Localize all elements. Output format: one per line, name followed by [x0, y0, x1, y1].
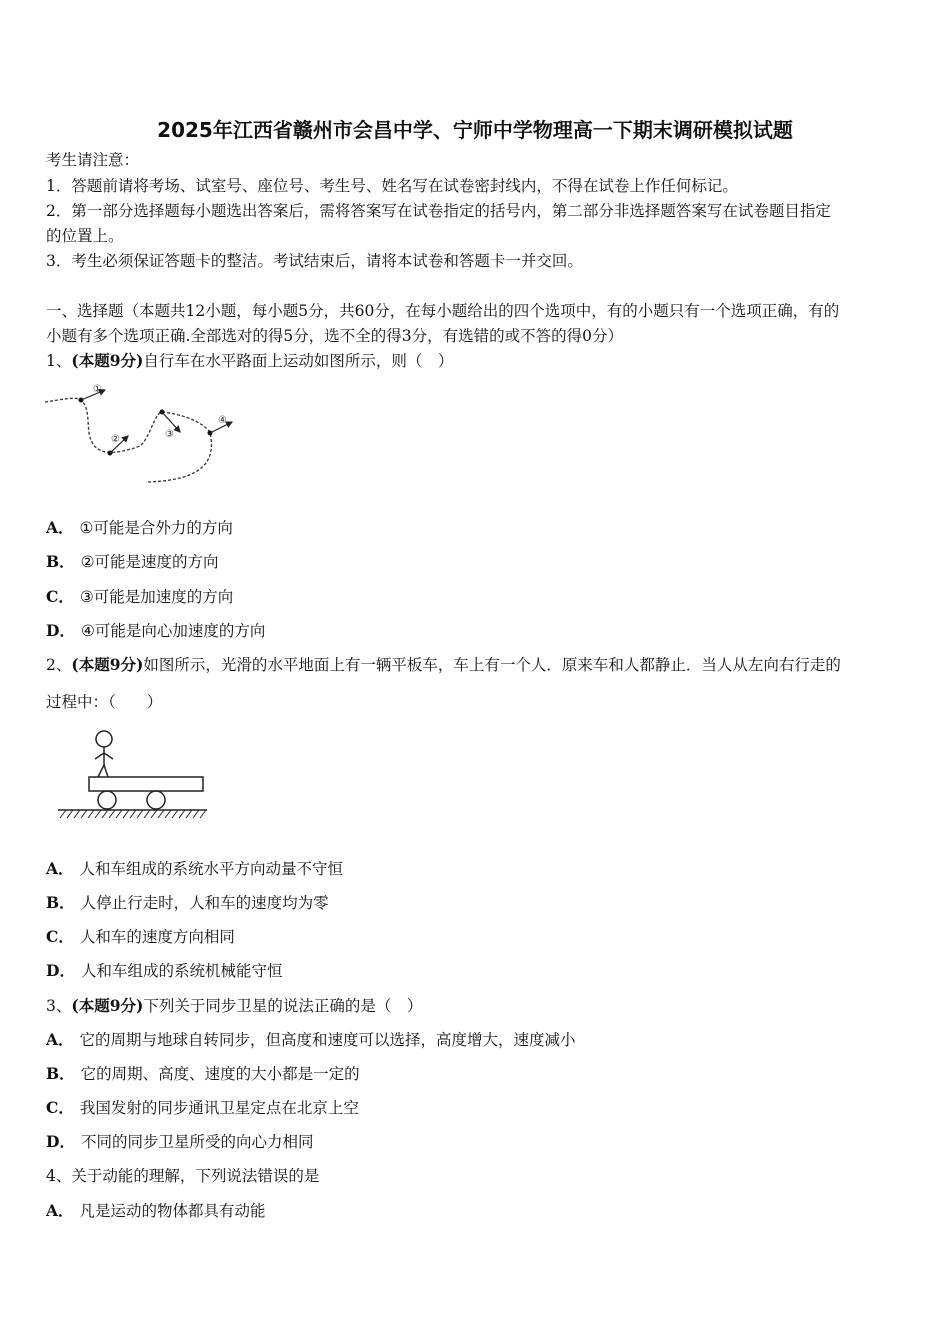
option: B． 它的周期、高度、速度的大小都是一定的 — [46, 1064, 360, 1083]
question-1 — [46, 351, 453, 371]
notice-item: 3．考生必须保证答题卡的整洁。考试结束后，请将本试卷和答题卡一并交回。 — [46, 252, 583, 270]
option: C． 我国发射的同步通讯卫星定点在北京上空 — [46, 1098, 359, 1117]
figure-label: ② — [111, 434, 120, 445]
question-score: (本题9分) — [71, 351, 144, 370]
figure-label: ③ — [165, 429, 174, 440]
option: B． ②可能是速度的方向 — [46, 552, 219, 571]
notice-item: 2．第一部分选择题每小题选出答案后，需将答案写在试卷指定的括号内，第二部分非选择题答案写在试卷题目指定 — [46, 202, 831, 220]
figure-label: ① — [93, 384, 102, 395]
question-2: 2、(本题9分)如图所示，光滑的水平地面上有一辆平板车，车上有一个人．原来车和人都静止．当人从左向右行走的 — [46, 655, 841, 674]
page-title: 2025年江西省赣州市会昌中学、宁师中学物理高一下期末调研模拟试题 — [157, 118, 793, 142]
option: A． 它的周期与地球自转同步，但高度和速度可以选择，高度增大，速度减小 — [46, 1030, 576, 1049]
notice-item: 1．答题前请将考场、试室号、座位号、考生号、姓名写在试卷密封线内，不得在试卷上作任何标记。 — [46, 177, 738, 195]
question-stem-continued: 过程中：（ ） — [46, 693, 163, 711]
question-3: 3、(本题9分)下列关于同步卫星的说法正确的是（ ） — [46, 996, 423, 1015]
section-instructions: 小题有多个选项正确.全部选对的得5分，选不全的得3分，有选错的或不答的得0分） — [46, 327, 624, 345]
option: C． ③可能是加速度的方向 — [46, 587, 234, 606]
cart-person-figure — [55, 725, 215, 825]
section-instructions: 一、选择题（本题共12小题，每小题5分，共60分，在每小题给出的四个选项中，有的小题只有一个选项正确，有的 — [46, 302, 840, 320]
notice-heading: 考生请注意： — [46, 151, 140, 169]
option: D． ④可能是向心加速度的方向 — [46, 621, 266, 640]
option: C． 人和车的速度方向相同 — [46, 927, 235, 946]
option: A． 凡是运动的物体都具有动能 — [46, 1201, 266, 1220]
question-number: 1、 — [46, 352, 72, 370]
option: D． 不同的同步卫星所受的向心力相同 — [46, 1132, 314, 1151]
option: D． 人和车组成的系统机械能守恒 — [46, 961, 283, 980]
notice-item: 的位置上。 — [46, 227, 124, 245]
figure-label: ④ — [218, 415, 227, 426]
question-4: 4、关于动能的理解，下列说法错误的是 — [46, 1167, 320, 1185]
question-stem: 自行车在水平路面上运动如图所示，则（ ） — [143, 352, 454, 370]
option: A． 人和车组成的系统水平方向动量不守恒 — [46, 859, 344, 878]
option: B． 人停止行走时，人和车的速度均为零 — [46, 893, 329, 912]
bicycle-path-figure — [30, 370, 260, 490]
option: A． ①可能是合外力的方向 — [46, 518, 233, 537]
